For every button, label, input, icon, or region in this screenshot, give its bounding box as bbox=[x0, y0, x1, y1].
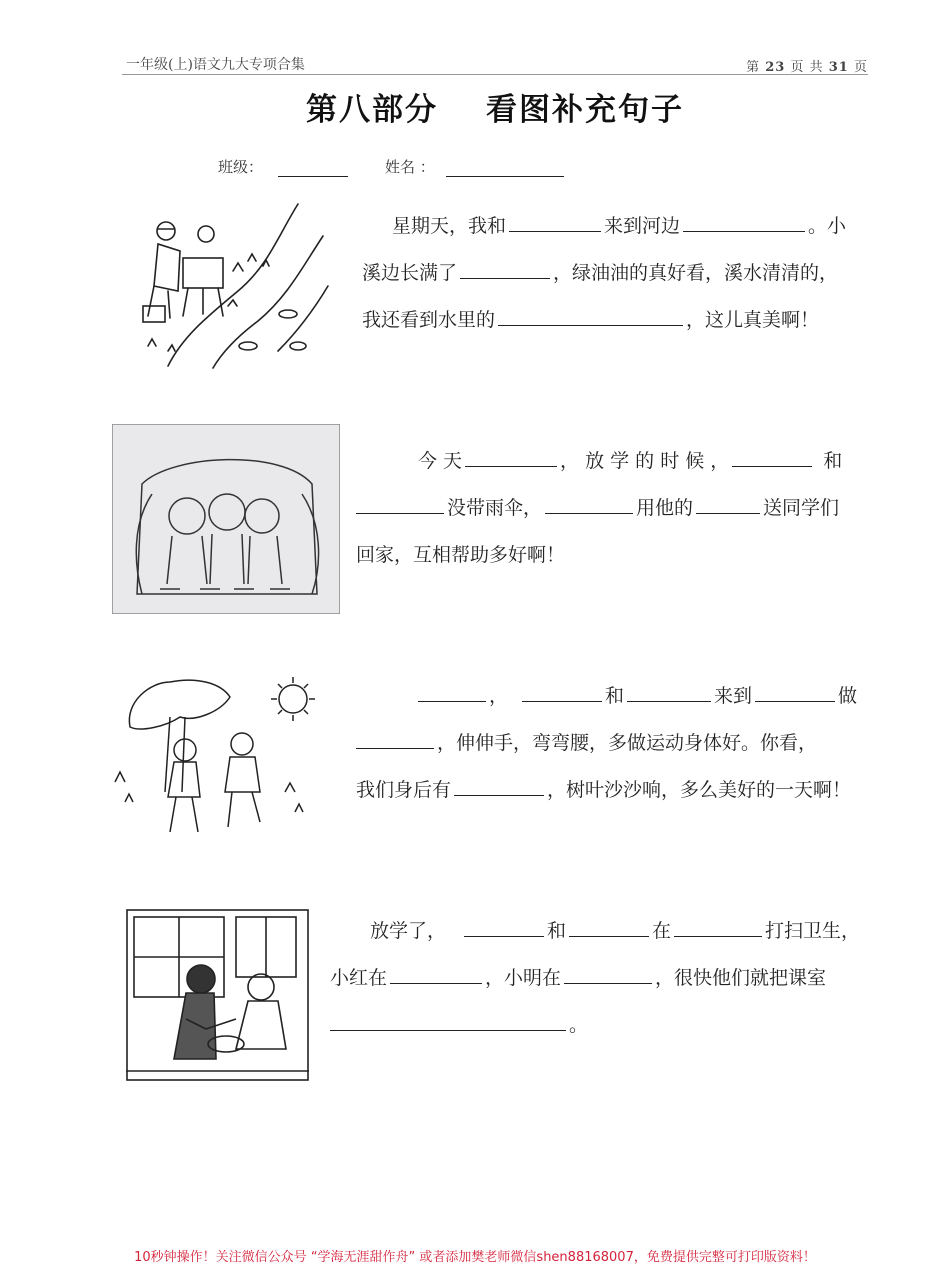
blank[interactable] bbox=[696, 487, 760, 514]
blank[interactable] bbox=[674, 910, 762, 937]
text: 我们身后有 bbox=[356, 779, 452, 801]
text: 放学了， bbox=[370, 920, 447, 942]
text: 来到 bbox=[714, 685, 753, 707]
exercise-4 bbox=[330, 908, 872, 1049]
header-book-title: 一年级(上)语文九大专项合集 bbox=[126, 57, 305, 73]
text: 星期天，我和 bbox=[392, 215, 507, 237]
name-field[interactable] bbox=[385, 156, 564, 177]
blank[interactable] bbox=[418, 675, 486, 702]
blank[interactable] bbox=[569, 910, 649, 937]
text: 来到河边 bbox=[604, 215, 681, 237]
text: ， bbox=[489, 685, 509, 707]
page-number: 23 bbox=[765, 60, 786, 75]
text: 在 bbox=[652, 920, 672, 942]
exercise-4-line-3 bbox=[330, 1002, 872, 1049]
picture-rain-coat-scene bbox=[112, 424, 340, 614]
page-mid: 页 共 bbox=[790, 60, 824, 75]
blank[interactable] bbox=[465, 440, 557, 467]
blank[interactable] bbox=[330, 1004, 566, 1031]
blank[interactable] bbox=[356, 487, 444, 514]
blank[interactable] bbox=[564, 957, 652, 984]
page-suffix: 页 bbox=[853, 60, 868, 75]
page-title bbox=[0, 84, 950, 129]
text: 。小 bbox=[808, 215, 847, 237]
picture-river-scene bbox=[128, 196, 333, 371]
text: ，树叶沙沙响，多么美好的一天啊！ bbox=[547, 779, 852, 801]
class-field[interactable] bbox=[218, 156, 348, 177]
text: ，这儿真美啊！ bbox=[686, 309, 820, 331]
picture-morning-exercise-scene bbox=[110, 672, 330, 842]
text: 。 bbox=[569, 1014, 589, 1036]
exercise-2-line-3 bbox=[356, 532, 872, 579]
blank[interactable] bbox=[356, 722, 434, 749]
header-divider bbox=[122, 74, 868, 75]
text: 和 bbox=[823, 450, 843, 472]
text: 没带雨伞， bbox=[447, 497, 543, 519]
blank[interactable] bbox=[460, 252, 550, 279]
blank[interactable] bbox=[732, 440, 812, 467]
name-label: 姓名 ： bbox=[385, 158, 435, 176]
footer-promo-text: 10秒钟操作！关注微信公众号 “学海无涯甜作舟” 或者添加樊老师微信shen88168007，免费提供完整可打印版资料！ bbox=[134, 1250, 816, 1265]
blank[interactable] bbox=[545, 487, 633, 514]
exercise-3-line-3 bbox=[356, 767, 872, 814]
title-part: 第八部分 bbox=[306, 92, 438, 128]
blank[interactable] bbox=[755, 675, 835, 702]
text: 今 天 bbox=[418, 450, 463, 472]
text: 送同学们 bbox=[763, 497, 840, 519]
text: 打扫卫生， bbox=[765, 920, 861, 942]
text: 用他的 bbox=[636, 497, 694, 519]
blank[interactable] bbox=[627, 675, 711, 702]
header-page-info bbox=[746, 56, 868, 75]
text: ，伸伸手，弯弯腰，多做运动身体好。你看， bbox=[437, 732, 818, 754]
blank[interactable] bbox=[390, 957, 482, 984]
blank[interactable] bbox=[454, 769, 544, 796]
text: 溪边长满了 bbox=[362, 262, 458, 284]
blank[interactable] bbox=[498, 299, 683, 326]
text: ，绿油油的真好看，溪水清清的， bbox=[553, 262, 839, 284]
blank[interactable] bbox=[509, 205, 601, 232]
title-topic: 看图补充句子 bbox=[486, 92, 684, 128]
exercise-4-line-1 bbox=[330, 908, 872, 955]
picture-classroom-cleaning-scene bbox=[126, 909, 309, 1081]
text: ， 放 学 的 时 候 ， bbox=[560, 450, 730, 472]
exercise-1-line-1 bbox=[362, 203, 872, 250]
exercise-2-line-1 bbox=[356, 438, 872, 485]
blank[interactable] bbox=[464, 910, 544, 937]
name-blank[interactable] bbox=[446, 158, 564, 177]
text: 和 bbox=[547, 920, 567, 942]
text: 我还看到水里的 bbox=[362, 309, 496, 331]
exercise-3 bbox=[356, 673, 872, 814]
text: 和 bbox=[605, 685, 625, 707]
exercise-4-line-2 bbox=[330, 955, 872, 1002]
page-total: 31 bbox=[828, 60, 849, 75]
text: ，小明在 bbox=[485, 967, 562, 989]
exercise-1 bbox=[362, 203, 872, 344]
exercise-2 bbox=[356, 438, 872, 579]
exercise-3-line-1 bbox=[356, 673, 872, 720]
exercise-2-line-2 bbox=[356, 485, 872, 532]
text: 回家，互相帮助多好啊！ bbox=[356, 544, 566, 566]
page-prefix: 第 bbox=[746, 60, 761, 75]
text: 做 bbox=[838, 685, 858, 707]
text: ，很快他们就把课室 bbox=[655, 967, 827, 989]
exercise-1-line-3 bbox=[362, 297, 872, 344]
blank[interactable] bbox=[522, 675, 602, 702]
class-label: 班级： bbox=[218, 158, 264, 176]
text: 小红在 bbox=[330, 967, 388, 989]
class-blank[interactable] bbox=[278, 158, 348, 177]
exercise-3-line-2 bbox=[356, 720, 872, 767]
exercise-1-line-2 bbox=[362, 250, 872, 297]
blank[interactable] bbox=[683, 205, 805, 232]
